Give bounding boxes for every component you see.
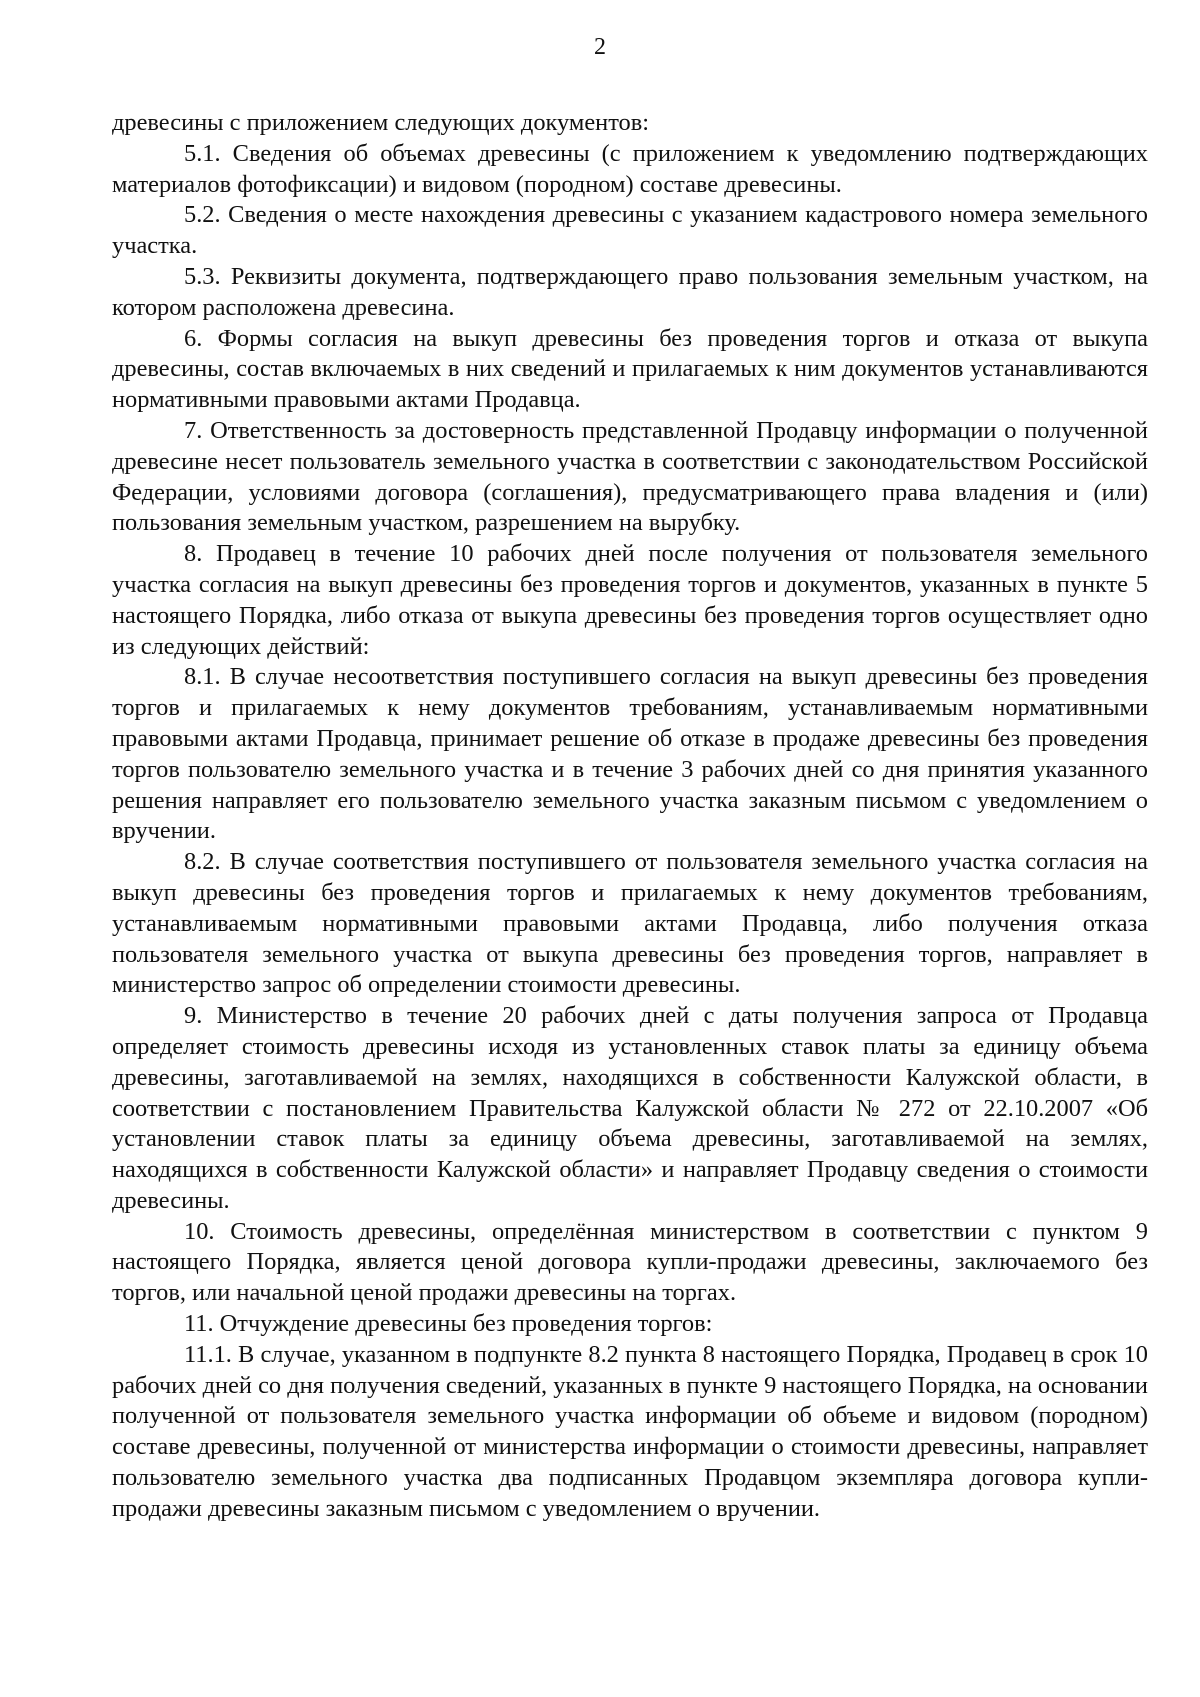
paragraph-8-1: 8.1. В случае несоответствия поступившего согласия на выкуп древесины без проведения торгов и прилагаемых к нему документов требованиям, устанавливаемым нормативными правовыми актами Продавца, принимает решение об отказе в продаже древесины без проведения торгов пользователю земельного участка и в течение 3 рабочих дней со дня принятия указанного решения направляет его пользователю земельного участка заказным письмом с уведомлением о вручении. [112,663,1148,845]
paragraph-continuation: древесины с приложением следующих документов: [112,109,650,136]
paragraph-9: 9. Министерство в течение 20 рабочих дней с даты получения запроса от Продавца определяет стоимость древесины исходя из установленных ставок платы за единицу объема древесины, заготавливаемой на землях, находящихся в собственности Калужской области, в соответствии с постановлением Правительства Калужской области № 272 от 22.10.2007 «Об установлении ставок платы за единицу объема древесины, заготавливаемой на землях, находящихся в собственности Калужской области» и направляет Продавцу сведения о стоимости древесины. [112,1002,1148,1214]
page-number: 2 [594,34,606,60]
paragraph-6: 6. Формы согласия на выкуп древесины без проведения торгов и отказа от выкупа древесины, состав включаемых в них сведений и прилагаемых к ним документов устанавливаются нормативными правовыми актами Продавца. [112,324,1148,414]
paragraph-5-1: 5.1. Сведения об объемах древесины (с приложением к уведомлению подтверждающих материалов фотофиксации) и видовом (породном) составе древесины. [112,139,1148,198]
paragraph-11-1: 11.1. В случае, указанном в подпункте 8.2 пункта 8 настоящего Порядка, Продавец в срок 10 рабочих дней со дня получения сведений, указанных в пункте 9 настоящего Порядка, на основании полученной от пользователя земельного участка информации об объеме и видовом (породном) составе древесины, полученной от министерства информации о стоимости древесины, направляет пользователю земельного участка два подписанных Продавцом экземпляра договора купли-продажи древесины заказным письмом с уведомлением о вручении. [112,1340,1148,1522]
paragraph-10: 10. Стоимость древесины, определённая министерством в соответствии с пунктом 9 настоящего Порядка, является ценой договора купли-продажи древесины, заключаемого без торгов, или начальной ценой продажи древесины на торгах. [112,1217,1148,1307]
document-body [112,108,1148,1525]
paragraph-7: 7. Ответственность за достоверность представленной Продавцу информации о полученной древесине несет пользователь земельного участка в соответствии с законодательством Российской Федерации, условиями договора (соглашения), предусматривающего права владения и (или) пользования земельным участком, разрешением на вырубку. [112,416,1148,537]
paragraph-8-2: 8.2. В случае соответствия поступившего от пользователя земельного участка согласия на выкуп древесины без проведения торгов и прилагаемых к нему документов требованиям, устанавливаемым нормативными правовыми актами Продавца, либо получения отказа пользователя земельного участка от выкупа древесины без проведения торгов, направляет в министерство запрос об определении стоимости древесины. [112,848,1148,999]
paragraph-11: 11. Отчуждение древесины без проведения торгов: [184,1310,713,1338]
paragraph-5-3: 5.3. Реквизиты документа, подтверждающего право пользования земельным участком, на котором расположена древесина. [112,262,1148,321]
paragraph-5-2: 5.2. Сведения о месте нахождения древесины с указанием кадастрового номера земельного участка. [112,201,1148,260]
paragraph-8: 8. Продавец в течение 10 рабочих дней после получения от пользователя земельного участка согласия на выкуп древесины без проведения торгов и документов, указанных в пункте 5 настоящего Порядка, либо отказа от выкупа древесины без проведения торгов осуществляет одно из следующих действий: [112,540,1148,660]
